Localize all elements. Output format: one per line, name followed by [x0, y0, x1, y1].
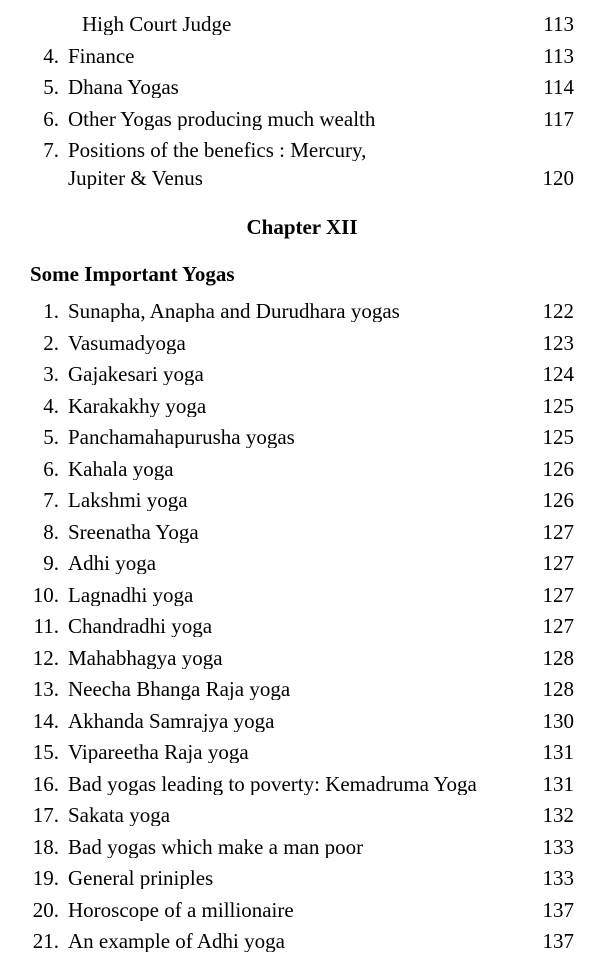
toc-entry: [30, 490, 574, 511]
toc-entry-number: 21.: [32, 929, 59, 953]
toc-entry-title: Mahabhagya yoga: [68, 647, 223, 669]
toc-entry-title: Lakshmi yoga: [68, 490, 188, 511]
toc-entry-title: General priniples: [68, 868, 214, 889]
toc-entry-page-number: 127: [542, 582, 574, 607]
toc-entry-number: 12.: [32, 645, 59, 670]
toc-entry-number: 10.: [32, 582, 59, 607]
toc-entry-title: Karakakhy yoga: [68, 395, 207, 417]
toc-entry: [30, 742, 574, 763]
toc-entry: [30, 679, 574, 700]
toc-entry-title: Other Yogas producing much wealth: [68, 108, 376, 130]
toc-entry-page-number: 131: [542, 771, 574, 796]
toc-entry: [30, 106, 574, 131]
toc-entry-number: 17.: [32, 803, 59, 827]
toc-entry-number: 19.: [32, 866, 59, 890]
toc-entry-number: 3.: [43, 362, 59, 386]
toc-entry-page-number: 126: [542, 488, 574, 512]
toc-entry-title: Sakata yoga: [68, 805, 171, 826]
toc-entry-title-continued: Jupiter & Venus: [68, 168, 203, 189]
toc-entry-title: Akhanda Samrajya yoga: [68, 710, 275, 732]
toc-entry-number: 4.: [43, 393, 59, 418]
toc-entry-wrapped-line2: [30, 168, 574, 189]
toc-entry-page-number: 113: [543, 12, 574, 36]
toc-entry-title: Chandradhi yoga: [68, 616, 213, 637]
toc-entry-title: Sreenatha Yoga: [68, 521, 199, 543]
toc-entry-number: 2.: [43, 330, 59, 355]
toc-entry-page-number: 137: [542, 897, 574, 922]
toc-entry-partial: [30, 14, 574, 35]
toc-entry: [30, 868, 574, 889]
toc-entry-number: 16.: [32, 771, 59, 796]
toc-entry-number: 13.: [32, 677, 59, 701]
toc-entry: [30, 43, 574, 68]
toc-entry: [30, 301, 574, 322]
toc-entry-number: 4.: [43, 43, 59, 68]
toc-entry-title: Bad yogas leading to poverty: Kemadruma Yoga: [68, 773, 477, 795]
toc-entry: [30, 456, 574, 481]
toc-entry-title: Vasumadyoga: [68, 332, 186, 354]
toc-entry-number: 15.: [32, 740, 59, 764]
toc-entry-title: Vipareetha Raja yoga: [68, 742, 249, 763]
toc-entry-page-number: 122: [542, 299, 574, 323]
toc-entry-page-number: 125: [542, 393, 574, 418]
toc-entry-number-spacer: [30, 168, 68, 189]
toc-entry: [30, 393, 574, 418]
toc-entry-number: 9.: [43, 551, 59, 575]
toc-entry-page-number: 130: [542, 708, 574, 733]
toc-entry-number: 5.: [43, 425, 59, 449]
toc-entry-title: Lagnadhi yoga: [68, 584, 194, 606]
toc-entry-page-number: 113: [543, 43, 574, 68]
toc-entry-number: 1.: [43, 299, 59, 323]
toc-entry-number: 11.: [33, 614, 59, 638]
toc-entry-title: An example of Adhi yoga: [68, 931, 285, 952]
toc-entry-wrapped: [30, 140, 574, 189]
toc-entry-title: Panchamahapurusha yogas: [68, 427, 295, 448]
toc-entry-page-number: 128: [542, 645, 574, 670]
toc-entry-page-number: 127: [542, 519, 574, 544]
toc-entry-title: Kahala yoga: [68, 458, 174, 480]
toc-entry-page-number: 133: [542, 866, 574, 890]
toc-entry-page-number: 131: [542, 740, 574, 764]
toc-entry: [30, 364, 574, 385]
toc-entry-number: 6.: [43, 456, 59, 481]
toc-entry-page-number: 126: [542, 456, 574, 481]
toc-entry-title: Dhana Yogas: [68, 77, 179, 98]
toc-entry: [30, 330, 574, 355]
section-heading: Some Important Yogas: [30, 262, 235, 286]
toc-entry-page-number: 120: [542, 166, 574, 190]
toc-entry: [30, 897, 574, 922]
toc-entry-title: Finance: [68, 45, 135, 67]
toc-entry-page-number: 128: [542, 677, 574, 701]
toc-entry-page-number: 117: [543, 106, 574, 131]
toc-entry: [30, 834, 574, 859]
toc-entry-page-number: 124: [542, 362, 574, 386]
toc-entry-page-number: 137: [542, 929, 574, 953]
toc-entry-wrapped-line1: [30, 140, 574, 161]
toc-entry-page-number: 114: [543, 75, 574, 99]
toc-entry-page-number: 127: [542, 551, 574, 575]
toc-entry-title: Adhi yoga: [68, 553, 157, 574]
toc-entry: [30, 616, 574, 637]
toc-entry-number: 7.: [43, 488, 59, 512]
toc-entry-number: 7.: [43, 138, 59, 162]
toc-entry-page-number: 125: [542, 425, 574, 449]
toc-entry: [30, 645, 574, 670]
toc-entry-page-number: 133: [542, 834, 574, 859]
toc-entry-title: Positions of the benefics : Mercury,: [68, 140, 367, 161]
toc-entry-title: Gajakesari yoga: [68, 364, 204, 385]
toc-entry-number: 18.: [32, 834, 59, 859]
toc-entry-title: Bad yogas which make a man poor: [68, 836, 364, 858]
toc-entry: [30, 519, 574, 544]
toc-entry: [30, 427, 574, 448]
toc-entry: [30, 931, 574, 952]
toc-entry-title: Horoscope of a millionaire: [68, 899, 294, 921]
toc-entry: [30, 582, 574, 607]
toc-entry-number: 6.: [43, 106, 59, 131]
toc-entry: [30, 708, 574, 733]
toc-entry-number: 8.: [43, 519, 59, 544]
toc-entry-page-number: 132: [542, 803, 574, 827]
toc-entry-title: Sunapha, Anapha and Durudhara yogas: [68, 301, 400, 322]
toc-entry: [30, 553, 574, 574]
toc-entry-number: 20.: [32, 897, 59, 922]
toc-entry-page-number: 123: [542, 330, 574, 355]
toc-entry-title: High Court Judge: [82, 14, 232, 35]
toc-entry-page-spacer: [526, 140, 574, 161]
toc-entry-number: 5.: [43, 75, 59, 99]
toc-entry: [30, 771, 574, 796]
toc-entry-page-number: 127: [542, 614, 574, 638]
toc-entry-number: 14.: [32, 708, 59, 733]
chapter-heading: Chapter XII: [246, 215, 358, 239]
toc-entry-title: Neecha Bhanga Raja yoga: [68, 679, 291, 700]
toc-entry: [30, 77, 574, 98]
toc-entry: [30, 805, 574, 826]
